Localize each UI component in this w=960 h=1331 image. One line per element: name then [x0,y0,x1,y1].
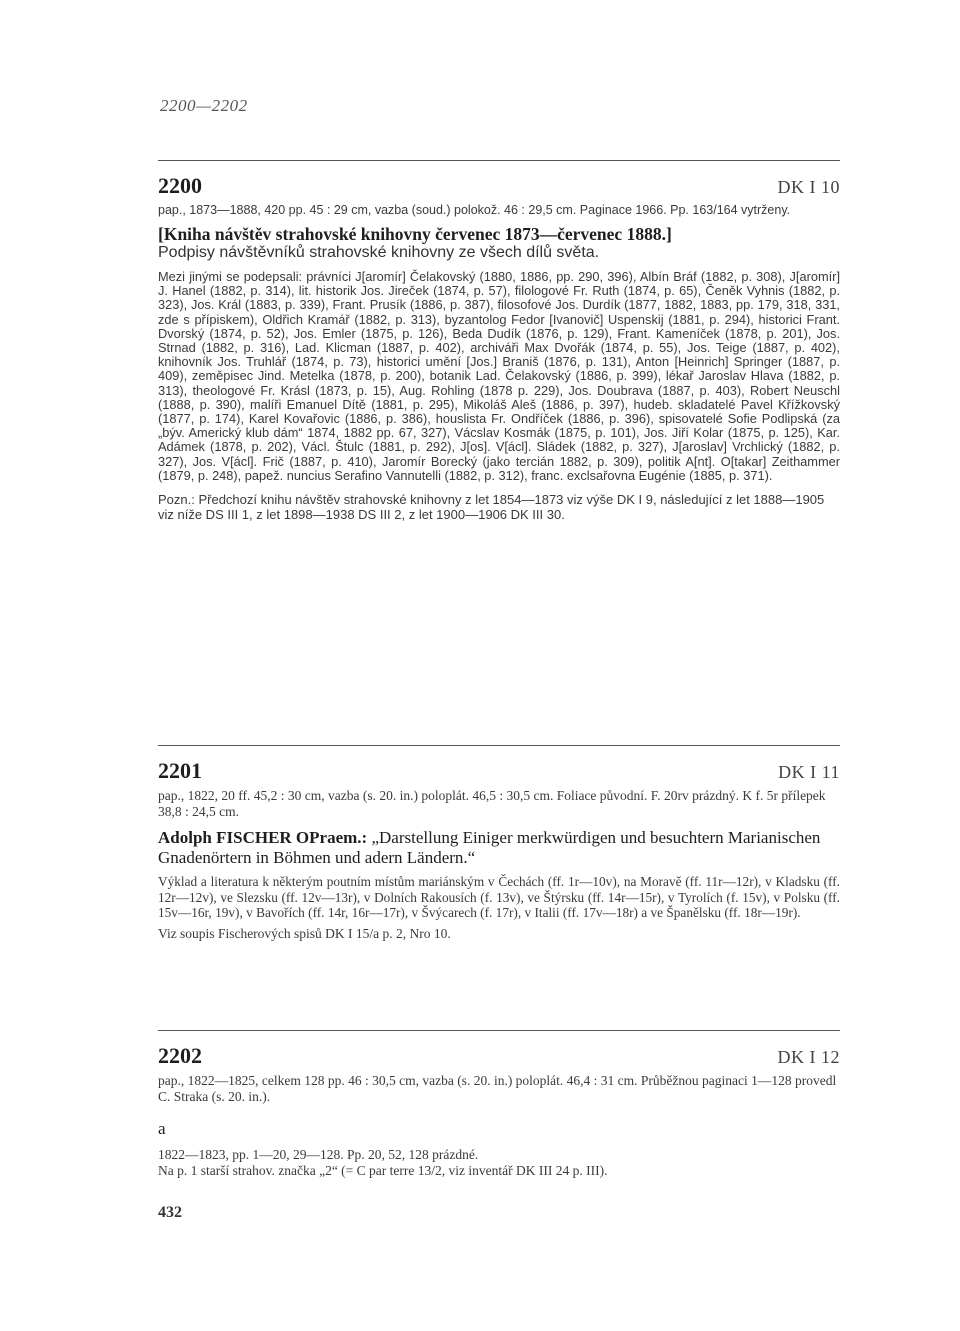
entry-number: 2200 [158,173,202,198]
entry-title-text: „Darstellung Einiger merkwürdigen und besuchtern Marianischen Gnadenörtern in Böhmen und adern Ländern.“ [158,828,821,867]
shelf-mark: DK I 10 [777,177,840,197]
entry-header [158,173,840,199]
entry-subtitle: Podpisy návštěvníků strahovské knihovny ze všech dílů světa. [158,244,600,261]
entry-title [158,224,840,244]
entry-note: Viz soupis Fischerových spisů DK I 15/a p. 2, Nro 10. [158,925,451,941]
entry-divider [158,1030,840,1031]
entry-divider [158,160,840,161]
entry-number: 2202 [158,1043,202,1068]
entry-author: Adolph FISCHER OPraem.: [158,828,368,847]
shelf-mark: DK I 12 [777,1047,840,1067]
part-label: a [158,1119,166,1138]
running-head: 2200—2202 [160,96,248,115]
page-number: 432 [158,1204,182,1221]
catalog-entry-2200 [158,160,840,522]
entry-title [158,828,840,868]
entry-content: Výklad a literatura k některým poutním místům mariánským v Čechách (ff. 1r—10v), na Moravě (ff. 11r—12r), v Kladsku (ff. 12r—12v), ve Slezsku (ff. 12v—13r), v Dolních Rakousích (f. 13v), ve Štýrsku (ff. 14r—15r), v Tyrolích (f. 15v), v Polsku (ff. 15v—16r, 19v), v Bavořích (ff. 14r, 16r—17r), v Švýcarech (f. 17r), v Italii (ff. 17v—18r) a ve Španělsku (ff. 18r—19r). [158,874,840,921]
catalog-entry-2202 [158,1030,840,1179]
part-line: Na p. 1 starší strahov. značka „2“ (= C par terre 13/2, viz inventář DK III 24 p. III). [158,1163,608,1178]
catalog-entry-2201 [158,745,840,941]
entry-note: Pozn.: Předchozí knihu návštěv strahovské knihovny z let 1854—1873 viz výše DK I 9, následující z let 1888—1905 viz níže DS III 1, z let 1898—1938 DS III 2, z let 1900—1906 DK III 30. [158,492,825,523]
entry-divider [158,745,840,746]
physical-description: pap., 1873—1888, 420 pp. 45 : 29 cm, vazba (soud.) polokož. 46 : 29,5 cm. Paginace 1966. Pp. 163/164 vytrženy. [158,203,791,217]
physical-description: pap., 1822, 20 ff. 45,2 : 30 cm, vazba (s. 20. in.) poloplát. 46,5 : 30,5 cm. Foliace původní. F. 20rv prázdný. K f. 5r přílepek 38,8 : 24,5 cm. [158,788,826,819]
entry-header [158,758,840,784]
physical-description: pap., 1822—1825, celkem 128 pp. 46 : 30,5 cm, vazba (s. 20. in.) poloplát. 46,4 : 31 cm. Průběžnou paginaci 1—128 provedl C. Straka (s. 20. in.). [158,1073,837,1104]
entry-header [158,1043,840,1069]
shelf-mark: DK I 11 [778,762,840,782]
entry-title-text: [Kniha návštěv strahovské knihovny červenec 1873—červenec 1888.] [158,224,672,244]
entry-number: 2201 [158,758,202,783]
entry-content: Mezi jinými se podepsali: právníci J[aromír] Čelakovský (1880, 1886, pp. 290, 396), Albín Bráf (1882, p. 308), J[aromír] J. Hanel (1882, p. 314), lit. historik Jos. Jireček (1874, p. 57), filologové Fr. Ruth (1874, p. 65), Čeněk Vyhnis (1882, p. 323), Jos. Král (1883, p. 339), Frant. Prusík (1886, p. 387), filosofové Jos. Durdík (1877, 1882, 1883, pp. 179, 318, 331, zde s přípiskem), Oldřich Kramář (1882, p. 313), byzantolog Fedor [Ivanovič] Uspenskij (1881, p. 294), historici Frant. Dvorský (1874, p. 52), Jos. Emler (1875, p. 126), Beda Dudík (1876, p. 129), Frant. Kameníček (1878, p. 201), Jos. Strnad (1882, p. 316), Lad. Klicman (1887, p. 402), archiváři Max Dvořák (1874, p. 55), Jos. Teige (1887, p. 402), knihovník Jos. Truhlář (1874, p. 73), historici umění [Jos.] Braniš (1876, p. 131), Anton [Heinrich] Springer (1887, p. 409), zeměpisec Jind. Metelka (1878, p. 200), botanik Lad. Čelakovský (1886, p. 399), lékař Jaroslav Hlava (1882, p. 313), theologové Fr. Krásl (1873, p. 15), Aug. Rohling (1878 p. 229), Jos. Doubrava (1887, p. 403), Robert Neuschl (1888, p. 390), malíři Emanuel Dítě (1881, p. 295), Mikoláš Aleš (1886, p. 397), hudeb. skladatelé Pavel Křížkovský (1877, p. 174), Karel Kovařovic (1886, p. 386), houslista Fr. Ondříček (1886, p. 396), spisovatelé Sofie Podlipská (za „býv. Americký klub dám“ 1874, 1882 pp. 67, 327), Vácslav Kosmák (1875, p. 101), Jos. Jiří Kolar (1875, p. 125), Kar. Adámek (1878, p. 202), Václ. Štulc (1881, p. 292), J[os]. V[ácl]. Sládek (1882, p. 327), J[aroslav] Vrchlický (1882, p. 327), Jos. V[ácl]. Frič (1887, p. 410), Jaromír Borecký (jako tercián 1882, p. 309), politik A[nt]. O[takar] Zeithammer (1879, p. 248), papež. nuncius Serafino Vannutelli (1882, p. 312), franc. exclsařovna Eugénie (1885, p. 371). [158,269,840,483]
part-line: 1822—1823, pp. 1—20, 29—128. Pp. 20, 52, 128 prázdné. [158,1147,479,1162]
